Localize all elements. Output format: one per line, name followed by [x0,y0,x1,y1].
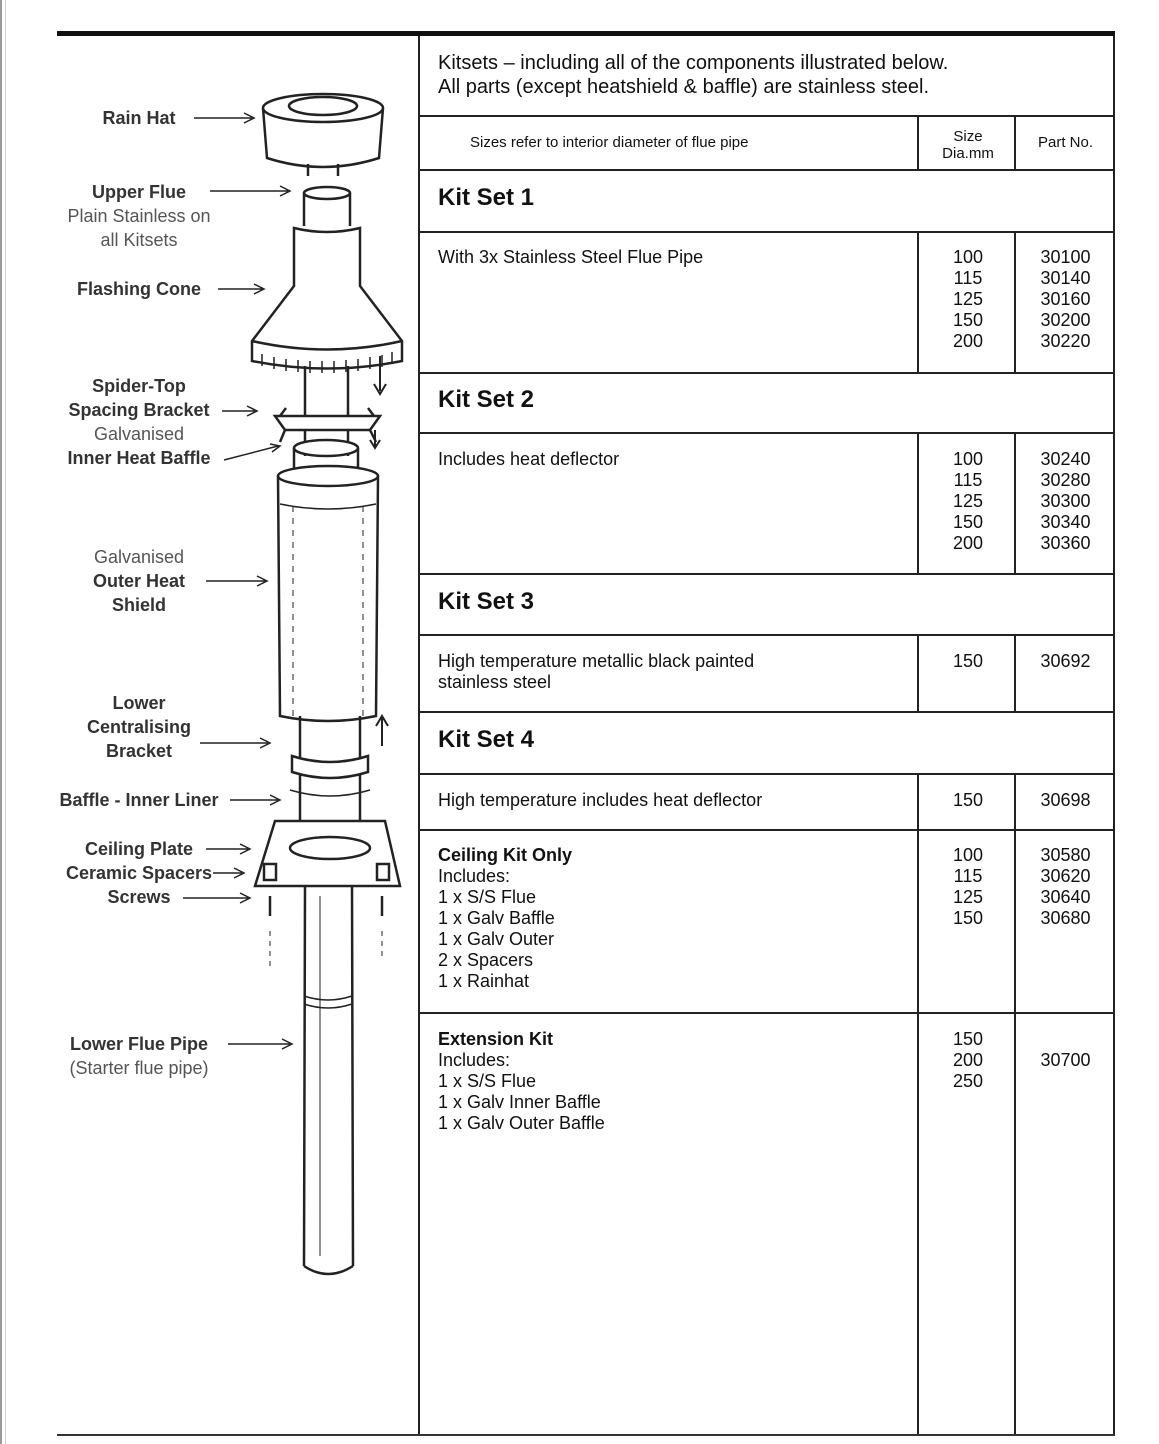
page-edge [0,0,6,1444]
row-divider [420,634,1113,636]
table-intro [438,51,948,99]
row-divider [420,711,1113,713]
size-value: 125 [952,491,984,511]
bottom-rule [57,1434,1115,1436]
kit-set-4-title: Kit Set 4 [438,726,535,753]
kit-set-1-sizes [920,247,1016,352]
size-value: 200 [952,533,984,553]
description-line: High temperature metallic black painted [438,651,755,671]
part-number: 30280 [1040,470,1091,490]
label-note: (Starter flue pipe) [69,1058,209,1078]
extension-kit-title: Extension Kit [438,1029,554,1049]
label-upper-flue [67,180,210,252]
part-number: 30692 [1040,651,1091,671]
ceiling-kit-parts [1016,845,1115,929]
size-value: 125 [952,887,984,907]
row-divider [420,169,1113,171]
part-number: 30100 [1040,247,1091,267]
size-value: 150 [952,512,984,532]
label-note: all Kitsets [100,230,178,250]
label-text: Lower [112,693,166,713]
description-line: 1 x Galv Outer [438,929,555,949]
header-part-no: Part No. [1037,134,1094,151]
description-line: 1 x Galv Inner Baffle [438,1092,601,1112]
col-divider [917,115,919,169]
kit-set-2-sizes [920,449,1016,554]
part-number: 30698 [1040,790,1091,810]
row-divider [420,432,1113,434]
col-divider [917,773,919,1434]
col-divider [917,231,919,372]
header-size-line: Dia.mm [942,145,994,162]
part-number: 30300 [1040,491,1091,511]
size-value: 100 [952,845,984,865]
col-divider [1014,634,1016,711]
size-value: 150 [952,310,984,330]
size-value: 100 [952,247,984,267]
part-number: 30200 [1040,310,1091,330]
kitset-table [418,36,1115,1434]
flashing-cone-drawing [252,228,402,394]
label-text: Centralising [86,717,192,737]
part-number: 30160 [1040,289,1091,309]
label-spider-top [67,374,210,470]
kit-set-2-title: Kit Set 2 [438,386,535,413]
part-number: 30220 [1040,331,1091,351]
extension-kit-parts [1016,1050,1115,1071]
size-value: 200 [952,331,984,351]
part-number: 30240 [1040,449,1091,469]
size-value: 150 [952,908,984,928]
label-text: Flashing Cone [76,279,202,299]
ceiling-kit-title: Ceiling Kit Only [438,845,573,865]
lower-flue-drawing [304,886,353,1274]
description-line: 1 x Rainhat [438,971,530,991]
row-divider [420,573,1113,575]
label-outer-heat-shield [93,545,185,617]
kit-set-3-description [438,651,908,693]
part-number: 30140 [1040,268,1091,288]
kit-set-2-parts [1016,449,1115,554]
label-ceiling-plate [66,837,212,909]
kit-set-1-description: With 3x Stainless Steel Flue Pipe [438,247,704,267]
outer-shield-drawing [278,466,378,721]
size-value: 150 [952,651,984,671]
kit-set-4-description: High temperature includes heat deflector [438,790,763,810]
col-divider [917,634,919,711]
kit-set-3-sizes [920,651,1016,672]
upper-flue-drawing [304,187,350,226]
label-lower-flue-pipe [69,1032,208,1080]
part-number: 30340 [1040,512,1091,532]
label-lower-bracket [87,691,191,763]
label-flashing-cone [77,277,201,301]
row-divider [420,773,1113,775]
description-line: 1 x Galv Outer Baffle [438,1113,605,1133]
intro-line: All parts (except heatshield & baffle) are stainless steel. [438,76,929,98]
size-value: 115 [953,866,983,886]
label-note: Plain Stainless on [67,206,211,226]
description-line: 1 x S/S Flue [438,887,537,907]
part-number: 30700 [1040,1050,1091,1070]
description-line: 2 x Spacers [438,950,534,970]
description-line: Includes: [438,866,511,886]
label-text: Inner Heat Baffle [67,448,211,468]
size-value: 115 [953,470,983,490]
header-size [920,128,1016,162]
kit-set-3-parts [1016,651,1115,672]
description-line: stainless steel [438,672,552,692]
label-text: Rain Hat [102,108,176,128]
description-line: Includes: [438,1050,511,1070]
part-number: 30580 [1040,845,1091,865]
size-value: 115 [953,268,983,288]
size-value: 250 [952,1071,984,1091]
part-number: 30640 [1040,887,1091,907]
intro-line: Kitsets – including all of the components illustrated below. [438,52,949,74]
header-size-line: Size [953,128,983,145]
label-text: Lower Flue Pipe [69,1034,209,1054]
part-number: 30360 [1040,533,1091,553]
label-rain-hat [102,106,175,130]
description-line: 1 x S/S Flue [438,1071,537,1091]
label-text: Spider-Top [92,376,186,396]
label-text: Baffle - Inner Liner [59,790,219,810]
extension-kit-description [438,1029,908,1134]
size-value: 100 [952,449,984,469]
size-value: 150 [952,1029,984,1049]
rain-hat-drawing [263,94,383,176]
part-number: 30680 [1040,908,1091,928]
label-note: Galvanised [93,424,185,444]
kit-set-2-description: Includes heat deflector [438,449,620,469]
label-text: Spacing Bracket [68,400,210,420]
kit-set-4-sizes [920,790,1016,811]
flue-kit-diagram [30,36,418,1434]
size-value: 125 [952,289,984,309]
kit-set-1-parts [1016,247,1115,352]
kit-set-1-title: Kit Set 1 [438,184,535,211]
row-divider [420,372,1113,374]
ceiling-kit-sizes [920,845,1016,929]
ceiling-kit-description [438,845,908,992]
kit-set-3-title: Kit Set 3 [438,588,535,615]
label-text: Screws [107,887,171,907]
extension-kit-sizes [920,1029,1016,1092]
label-text: Upper Flue [91,182,186,202]
size-value: 150 [952,790,984,810]
label-note: Galvanised [93,547,185,567]
part-number: 30620 [1040,866,1091,886]
label-baffle-inner-liner [59,788,218,812]
label-text: Ceramic Spacers [65,863,213,883]
row-divider [420,231,1113,233]
label-text: Bracket [105,741,173,761]
label-text: Ceiling Plate [84,839,194,859]
header-sizes-note: Sizes refer to interior diameter of flue pipe [470,134,749,151]
col-divider [917,432,919,573]
label-text: Shield [111,595,166,615]
label-text: Outer Heat [92,571,186,591]
row-divider [420,1012,1113,1014]
ceiling-plate-drawing [255,821,400,966]
size-value: 200 [952,1050,984,1070]
row-divider [420,115,1113,117]
description-line: 1 x Galv Baffle [438,908,555,928]
row-divider [420,829,1113,831]
kit-set-4-parts [1016,790,1115,811]
